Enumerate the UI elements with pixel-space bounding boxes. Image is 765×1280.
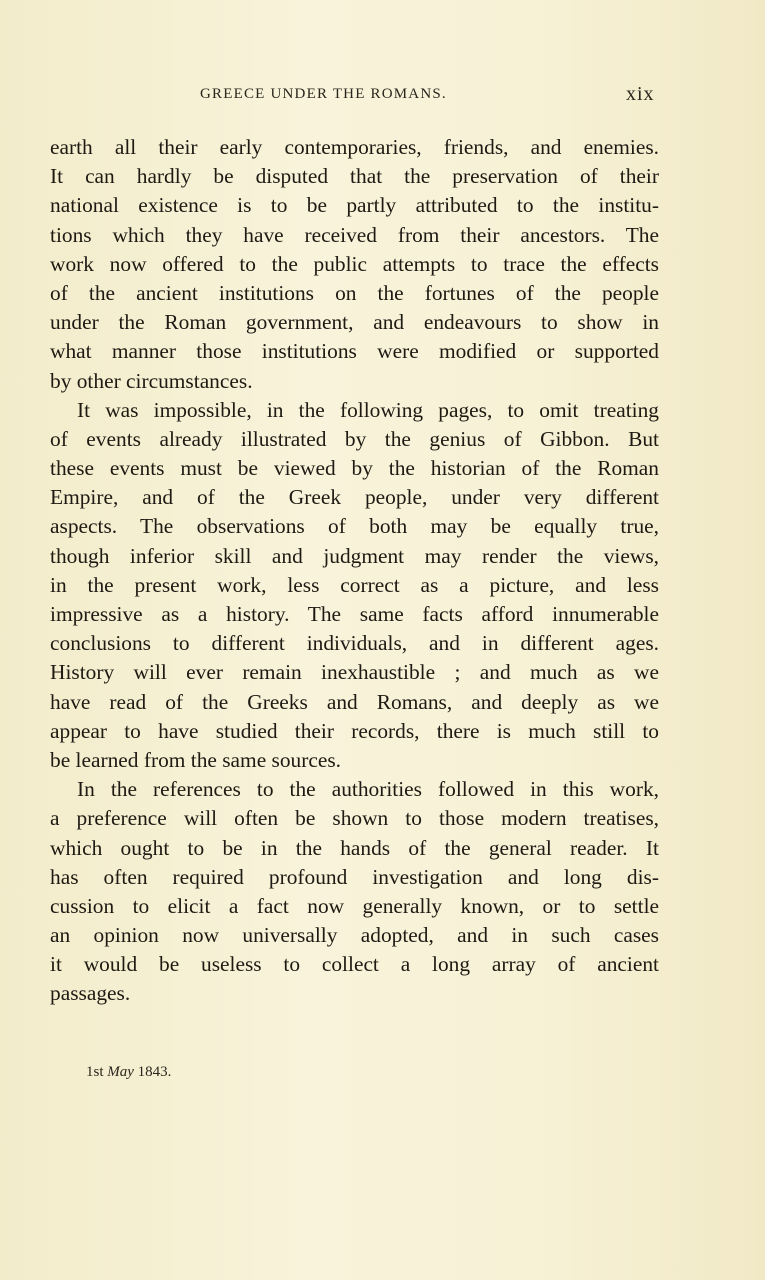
text-line: of the ancient institutions on the fortunes of the people xyxy=(50,280,659,305)
page-number: xix xyxy=(626,83,655,105)
text-line: It can hardly be disputed that the preservation of their xyxy=(50,164,659,189)
text-line: by other circumstances. xyxy=(50,368,253,393)
text-line: in the present work, less correct as a picture, and less xyxy=(50,572,659,597)
body-text xyxy=(50,133,659,1009)
text-line: tions which they have received from their ancestors. The xyxy=(50,222,659,247)
text-line: In the references to the authorities followed in this work, xyxy=(77,777,659,802)
text-line: of events already illustrated by the genius of Gibbon. But xyxy=(50,426,659,451)
text-line: cussion to elicit a fact now generally known, or to settle xyxy=(50,893,659,918)
text-line: conclusions to different individuals, and in different ages. xyxy=(50,631,659,656)
dateline-year: 1843. xyxy=(137,1064,172,1080)
paragraph-1 xyxy=(50,133,659,396)
text-line: work now offered to the public attempts to trace the effects xyxy=(50,251,659,276)
text-line: aspects. The observations of both may be equally true, xyxy=(50,514,659,539)
paragraph-3 xyxy=(50,775,659,1009)
text-line: has often required profound investigation and long dis- xyxy=(50,864,659,889)
text-line: it would be useless to collect a long array of ancient xyxy=(50,952,659,977)
text-line: History will ever remain inexhaustible ; and much as we xyxy=(50,660,659,685)
text-line: earth all their early contemporaries, friends, and enemies. xyxy=(50,135,659,159)
text-line: passages. xyxy=(50,981,131,1006)
dateline xyxy=(86,1064,171,1081)
text-line: appear to have studied their records, there is much still to xyxy=(50,718,659,743)
text-line: be learned from the same sources. xyxy=(50,747,342,772)
text-line: have read of the Greeks and Romans, and deeply as we xyxy=(50,689,659,714)
text-line: impressive as a history. The same facts afford innumerable xyxy=(50,602,659,626)
running-title: GREECE UNDER THE ROMANS. xyxy=(200,86,447,102)
running-head xyxy=(0,83,765,110)
text-line: Empire, and of the Greek people, under very different xyxy=(50,485,659,510)
paragraph-2 xyxy=(50,396,659,775)
text-line: which ought to be in the hands of the general reader. It xyxy=(50,835,659,860)
text-line: It was impossible, in the following pages, to omit treating xyxy=(77,397,659,422)
text-line: what manner those institutions were modified or supported xyxy=(50,339,659,364)
dateline-day: 1st xyxy=(86,1064,104,1080)
text-line: though inferior skill and judgment may render the views, xyxy=(50,543,659,568)
text-line: these events must be viewed by the historian of the Roman xyxy=(50,456,659,481)
text-line: a preference will often be shown to those modern treatises, xyxy=(50,806,659,831)
text-line: under the Roman government, and endeavours to show in xyxy=(50,310,659,335)
text-line: an opinion now universally adopted, and in such cases xyxy=(50,923,659,948)
dateline-month: May xyxy=(107,1064,134,1080)
text-line: national existence is to be partly attributed to the institu- xyxy=(50,193,659,218)
